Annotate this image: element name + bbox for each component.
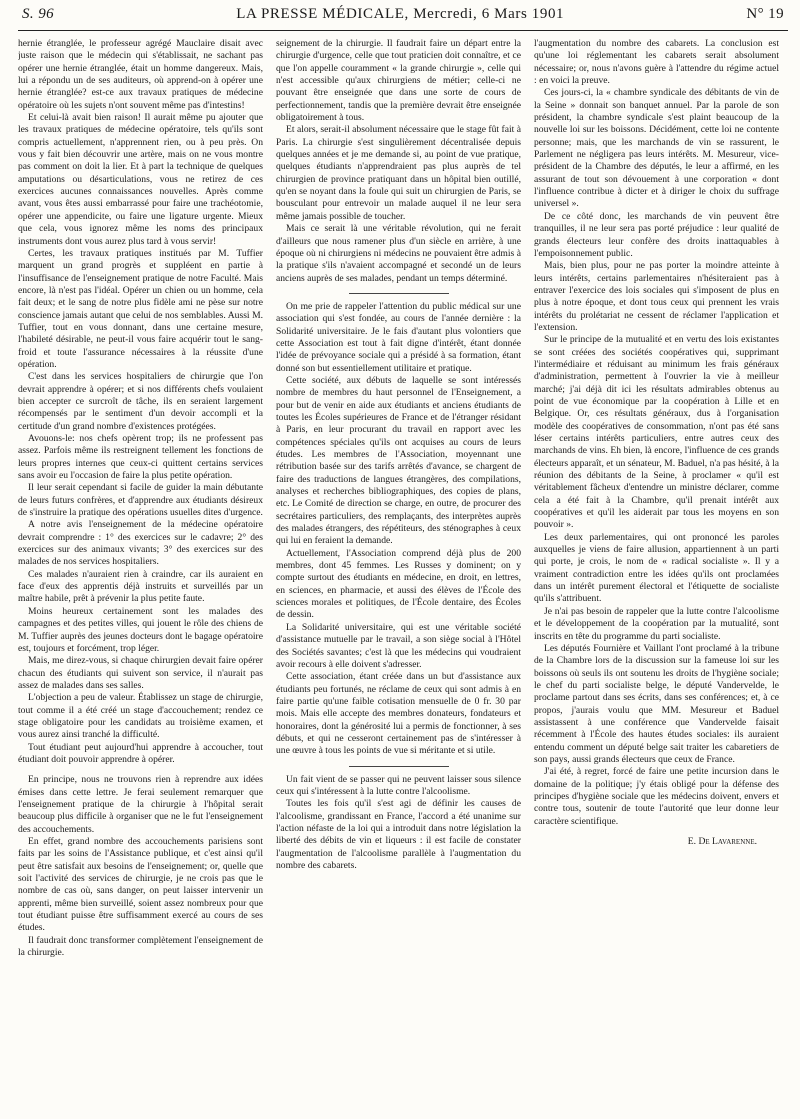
paragraph: En effet, grand nombre des accouchements parisiens sont faits par les soins de l'Assistance publique, et c'est ainsi qu'il peut être satisfait aux besoins de l'enseignement; or, quelle que soit l'activité des services de chirurgie, je ne crois pas que le nombre de cas où, sans danger, on peut laisser intervenir un apprenti, même bien surveillé, soient assez nombreux pour que tout étudiant puisse être suffisamment exercé au cours de ses études. bbox=[18, 836, 263, 934]
paragraph: Ces jours-ci, la « chambre syndicale des débitants de vin de la Seine » donnait son banquet annuel. Par la parole de son président, la chambre syndicale s'est plaint beaucoup de la nouvelle loi sur les boissons. Décidément, cette loi ne contente personne; mais, que les marchands de vin se rassurent, le Parlement ne négligera pas leurs intérêts. M. Mesureur, vice-président de la Chambre des députés, le leur a affirmé, en les assurant de tout son dévouement à une corporation « dont l'influence contribue à dicter et à diriger le choix du suffrage universel ». bbox=[534, 87, 779, 210]
paragraph: Certes, les travaux pratiques institués par M. Tuffier marquent un grand progrès et suppléent en partie à l'insuffisance de l'enseignement pratique de notre Faculté. Mais encore, là n'est pas l'idéal. Opérer un chien ou un homme, cela fait deux; et le sang de notre plus fidèle ami ne pèse sur notre conscience jamais autant que celui de nos semblables. Aussi M. Tuffier, tout en vous donnant, dans une certaine mesure, l'habileté désirable, ne peut-il vous faire acquérir tout le sang-froid et toute l'assurance nécessaires à la réussite d'une opération. bbox=[18, 247, 263, 370]
paragraph: Cette société, aux débuts de laquelle se sont intéressés nombre de membres du haut personnel de l'Enseignement, a pour but de venir en aide aux étudiants et anciens étudiants de toutes les Écoles supérieures de France et de l'étranger résidant à Paris, en leur procurant du travail en rapport avec les compétences spéciales qu'ils ont acquises au cours de leurs études. Les membres de l'Association, moyennant une rétribution basée sur des tarifs arrêtés d'avance, se chargent de faire des traductions de langues étrangères, des compilations, analyses et recherches bibliographiques, des copies de plans, etc. Le Comité de direction se charge, en outre, de procurer des secrétaires particuliers, des remplaçants, des interprètes auprès des malades étrangers, des répétiteurs, des sténographes à ceux qui lui en feraient la demande. bbox=[276, 374, 521, 547]
paragraph: L'objection a peu de valeur. Établissez un stage de chirurgie, tout comme il a été créé un stage d'accouchement; rendez ce stage obligatoire pour les candidats au troisième examen, et vous aurez ainsi tranché la difficulté. bbox=[18, 692, 263, 741]
paragraph: Les députés Fournière et Vaillant l'ont proclamé à la tribune de la Chambre lors de la discussion sur la fameuse loi sur les boissons où seuls ils ont soutenu les droits de l'hygiène sociale; le chef du parti socialiste belge, le député Vandervelde, le proclame partout dans ses écrits, dans ses conférences; et, à ce propos, j'aurais voulu que MM. Mesureur et Baduel assistassent à une conférence que Vandervelde faisait récemment à l'École des hautes études sociales: ils auraient entendu comment un député belge sait traiter les cabaretiers de son pays, aussi grands électeurs que ceux de France. bbox=[534, 642, 779, 765]
paragraph: C'est dans les services hospitaliers de chirurgie que l'on devrait apprendre à opérer; et si nos différents chefs voulaient bien accepter ce surcroît de tâche, ils en seraient largement récompensés par le sentiment d'un devoir accompli et la certitude d'un grand nombre d'existences protégées. bbox=[18, 371, 263, 432]
column-1 bbox=[18, 38, 263, 1114]
paragraph: Moins heureux certainement sont les malades des campagnes et des petites villes, qui jouent le rôle des chiens de M. Tuffier auprès des jeunes docteurs dont le bagage opératoire est, toujours et forcément, trop léger. bbox=[18, 605, 263, 654]
paragraph: Mais, me direz-vous, si chaque chirurgien devait faire opérer chacun des étudiants qui suivent son service, il n'aurait pas assez de malades dans ses salles. bbox=[18, 655, 263, 691]
paragraph: l'augmentation du nombre des cabarets. La conclusion est qu'une loi réglementant les cabarets serait absolument nécessaire; or, nous n'avons guère à l'attendre du régime actuel : en voici la preuve. bbox=[534, 38, 779, 87]
paragraph: Il leur serait cependant si facile de guider la main débutante de leurs futurs confrères, et d'apprendre aux étudiants désireux de s'instruire la pratique des opérations usuelles dites d'urgence. bbox=[18, 482, 263, 519]
paragraph: A notre avis l'enseignement de la médecine opératoire devrait comprendre : 1° des exercices sur le cadavre; 2° des exercices sur des animaux vivants; 3° des exercices sur des malades de nos services hospitaliers. bbox=[18, 519, 263, 568]
paragraph: J'ai été, à regret, forcé de faire une petite incursion dans le domaine de la politique; j'y étais obligé pour la défense des principes d'hygiène sociale que les médecins doivent, envers et contre tous, soutenir de toute l'autorité que leur donne leur caractère scientifique. bbox=[534, 766, 779, 827]
paragraph: Et celui-là avait bien raison! Il aurait même pu ajouter que les travaux pratiques de médecine opératoire, tels qu'ils sont compris actuellement, n'apprennent rien, ou à peu près. On vous y fait bien découvrir une artère, mais on ne vous montre pas comment on doit la lier. Et à part la technique de quelques amputations ou désarticulations, vous ne retirez de ces exercices aucunes connaissances nouvelles. Après comme avant, vous êtes aussi embarrassé pour faire une trachéotomie, opérer une appendicite, ou faire une ligature urgente. Mieux que cela, vous ignorez même les noms des principaux instruments dont vous aurez plus tard à vous servir! bbox=[18, 112, 263, 247]
paragraph: Un fait vient de se passer qui ne peuvent laisser sous silence ceux qui s'intéressent à la lutte contre l'alcoolisme. bbox=[276, 773, 521, 797]
paragraph: De ce côté donc, les marchands de vin peuvent être tranquilles, il ne leur sera pas porté préjudice : leur qualité de grands électeurs leur confère des droits inattaquables à l'empoisonnement public. bbox=[534, 210, 779, 259]
author-signature: E. De Lavarenne. bbox=[687, 836, 757, 847]
paragraph: Sur le principe de la mutualité et en vertu des lois existantes se sont créées des sociétés coopératives qui, supprimant l'intermédiaire et réduisant au minimum les frais généraux d'administration, permettent à l'ouvrier la vie à meilleur marché; j'ai déjà dit ici les résultats admirables obtenus au point de vue économique par la coopération à Lille et en Belgique. Or, ces résultats généraux, dus à l'organisation modèle des coopératives de consommation, n'ont pas été sans léser certains intérêts particuliers, entre autres ceux des marchands de vins. Eh bien, là encore, l'influence de ces grands électeurs apparaît, et un sénateur, M. Baduel, n'a pas hésité, à la réunion des débitants de la Seine, à proclamer « qu'il est véritablement fâcheux d'entendre un ministre déclarer, comme cela a été fait à la Chambre, qu'il prenait intérêt aux coopératives et qu'il les aiderait par tous les moyens en son pouvoir ». bbox=[534, 334, 779, 531]
columns bbox=[18, 38, 788, 1114]
paragraph: Et alors, serait-il absolument nécessaire que le stage fût fait à Paris. La chirurgie s'est singulièrement décentralisée depuis quelques années et je me demande si, au point de vue pratique, quelques étudiants n'apprendraient pas plus auprès de tel chirurgien de province pratiquant dans un hôpital bien outillé, qu'en se noyant dans la foule qui suit un chirurgien de Paris, se bousculant pour entrevoir un malade auquel il ne leur sera même jamais possible de toucher. bbox=[276, 124, 521, 222]
paragraph: Mais ce serait là une véritable révolution, qui ne ferait d'ailleurs que nous ramener plus d'un siècle en arrière, à une époque où ni chirurgiens ni médecins ne pouvaient être admis à la pratique s'ils n'avaient accompagné et secondé un de leurs anciens auprès de ses malades, pendant un temps déterminé. bbox=[276, 223, 521, 284]
section-divider bbox=[349, 766, 449, 767]
paragraph: Il faudrait donc transformer complètement l'enseignement de la chirurgie. bbox=[18, 934, 263, 959]
paragraph: Mais, bien plus, pour ne pas porter la moindre atteinte à leurs intérêts, certains parlementaires n'hésiteraient pas à entraver l'exercice des lois sociales qui s'imposent de plus en plus à notre époque, et dont tous ceux qui prennent les vrais intérêts du prolétariat ne cessent de réclamer l'application et l'extension. bbox=[534, 260, 779, 333]
page-number: S. 96 bbox=[22, 6, 54, 22]
column-2 bbox=[276, 38, 521, 1114]
column-3 bbox=[534, 38, 779, 1114]
paragraph: Ces malades n'auraient rien à craindre, car ils auraient en face d'eux des apprentis déjà instruits et surveillés par un maître habile, prêt à prévenir la plus petite faute. bbox=[18, 568, 263, 605]
page-header bbox=[18, 6, 788, 31]
paragraph: Les deux parlementaires, qui ont prononcé les paroles auxquelles je viens de faire allusion, appartiennent à un parti qui porte, je crois, le nom de « radical socialiste ». Il y a vraiment contradiction entre les idées qu'ils ont proclamées dans un intérêt purement électoral et l'étiquette de socialiste qu'ils s'attribuent. bbox=[534, 531, 779, 605]
paragraph: Actuellement, l'Association comprend déjà plus de 200 membres, dont 45 femmes. Les Russes y dominent; on y compte surtout des étudiants en médecine, en droit, en lettres, en sciences, en pharmacie, et aussi des élèves de l'École des sciences morales et politiques, de l'École dentaire, des Écoles de dessin. bbox=[276, 547, 521, 621]
paragraph: Avouons-le: nos chefs opèrent trop; ils ne professent pas assez. Parfois même ils restreignent tellement les fonctions de leurs propres internes que ceux-ci quittent certains services sans avoir eu l'occasion de faire la plus petite opération. bbox=[18, 433, 263, 482]
paragraph: hernie étranglée, le professeur agrégé Mauclaire disait avec juste raison que le médecin qui s'établissait, ne sachant pas opérer une hernie étranglée, était un homme dangereux. Mais, lui a répondu un de ses auditeurs, où apprend-on à opérer une hernie étranglée? est-ce aux travaux pratiques de médecine opératoire où les sujets n'ont souvent même pas d'intestins! bbox=[18, 38, 263, 111]
paragraph: Je n'ai pas besoin de rappeler que la lutte contre l'alcoolisme et le développement de la coopération par la mutualité, sont inscrits en tête du programme du parti socialiste. bbox=[534, 605, 779, 642]
paragraph: seignement de la chirurgie. Il faudrait faire un départ entre la chirurgie d'urgence, celle que tout praticien doit connaître, et ce que l'on appelle couramment « la grande chirurgie », celle qui n'est accessible qu'aux chirurgiens de métier; celle-ci ne pouvant être enseignée que dans une sorte de cours de perfectionnement, tandis que la première devrait être enseignée obligatoirement à tous. bbox=[276, 38, 521, 124]
paragraph: On me prie de rappeler l'attention du public médical sur une association qui s'est fondée, au cours de l'année dernière : la Solidarité universitaire. Je le fais d'autant plus volontiers que cette Association est tout à fait digne d'intérêt, étant donnée l'idée de prévoyance sociale qui a présidé à sa formation, étant donné son but essentiellement utilitaire et pratique. bbox=[276, 300, 521, 374]
masthead-title: LA PRESSE MÉDICALE, Mercredi, 6 Mars 1901 bbox=[236, 6, 565, 22]
paragraph: Toutes les fois qu'il s'est agi de définir les causes de l'alcoolisme, grandissant en France, l'accord a été unanime sur l'action néfaste de la loi qui a introduit dans notre législation la liberté des débits de vin et liqueurs : il est facile de constater l'augmentation de l'alcoolisme parallèle à l'augmentation du nombre des cabarets. bbox=[276, 798, 521, 871]
paragraph: Cette association, étant créée dans un but d'assistance aux étudiants peu fortunés, ne réclame de ceux qui sont admis à en faire partie qu'une faible cotisation mensuelle de 0 fr. 30 par mois. Mais elle accepte des membres donateurs, fondateurs et honoraires, dont la générosité lui a permis de fonctionner, à ses débuts, et qui ne cesseront certainement pas de s'intéresser à une œuvre à tous les points de vue si méritante et si utile. bbox=[276, 671, 521, 757]
paragraph: Tout étudiant peut aujourd'hui apprendre à accoucher, tout étudiant doit pouvoir apprendre à opérer. bbox=[18, 741, 263, 765]
issue-number: N° 19 bbox=[746, 6, 784, 22]
paragraph: En principe, nous ne trouvons rien à reprendre aux idées émises dans cette lettre. Je ferai seulement remarquer que l'enseignement pratique de la chirurgie à l'hôpital serait beaucoup plus difficile à organiser que ne le fut l'enseignement des accouchements. bbox=[18, 774, 263, 835]
section-divider bbox=[349, 293, 449, 294]
paragraph: La Solidarité universitaire, qui est une véritable société d'assistance mutuelle par le travail, a son siège social à l'Hôtel des Sociétés savantes; c'est là que les médecins qui voudraient avoir recours à elle doivent s'adresser. bbox=[276, 621, 521, 670]
